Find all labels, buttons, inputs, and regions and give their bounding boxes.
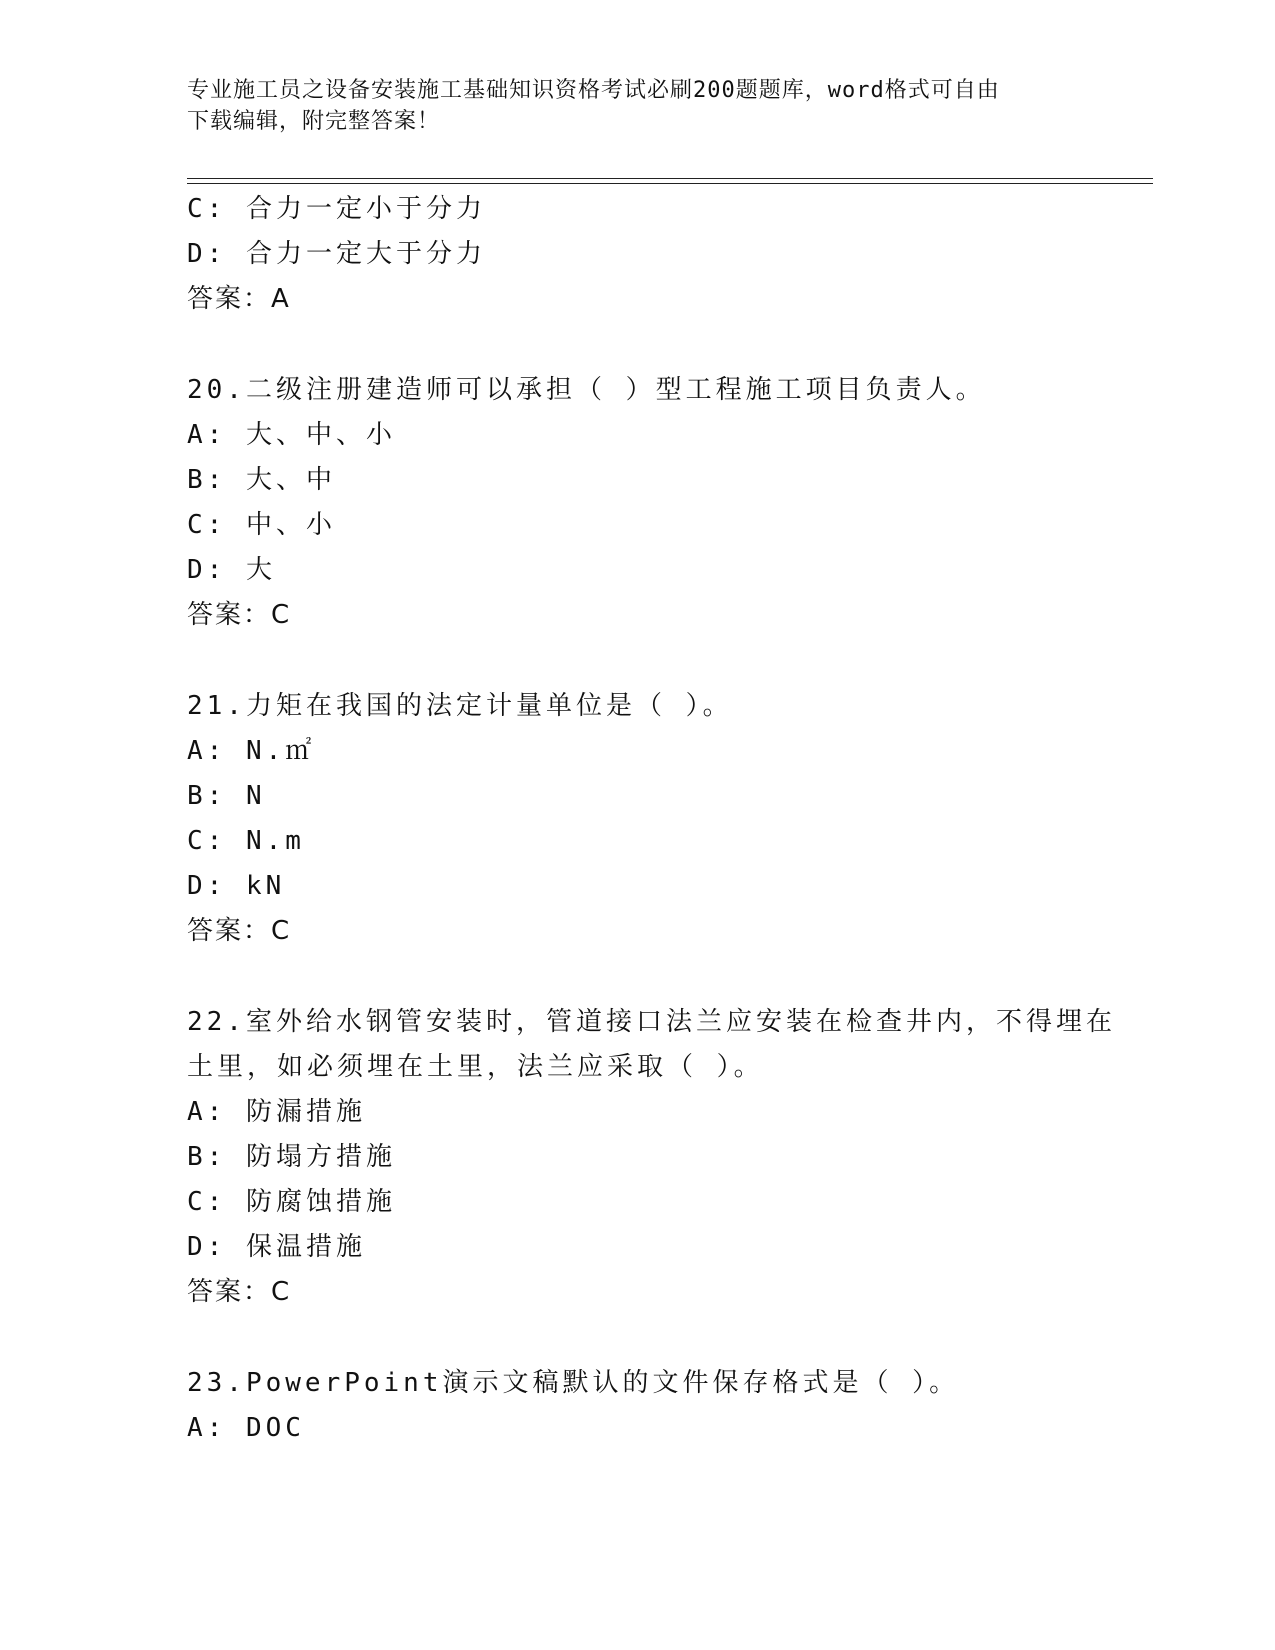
q22-option-d: D: 保温措施 (187, 1232, 366, 1262)
q20-stem: 20.二级注册建造师可以承担（ ）型工程施工项目负责人。 (187, 375, 986, 405)
q22-option-b: B: 防塌方措施 (187, 1142, 396, 1172)
prev-answer: 答案：A (187, 284, 291, 314)
header-title-line-2: 下载编辑，附完整答案！ (187, 109, 441, 134)
q20-option-c: C: 中、小 (187, 510, 336, 540)
header-divider-bottom (187, 183, 1153, 184)
q23-stem: 23.PowerPoint演示文稿默认的文件保存格式是（ ）。 (187, 1368, 960, 1398)
q22-option-c: C: 防腐蚀措施 (187, 1187, 396, 1217)
q21-option-b: B: N (187, 781, 266, 811)
q22-stem-line-1: 22.室外给水钢管安装时，管道接口法兰应安装在检查井内，不得埋在 (187, 1007, 1116, 1037)
prev-option-d: D: 合力一定大于分力 (187, 239, 486, 269)
q20-answer: 答案：C (187, 600, 292, 630)
q21-stem: 21.力矩在我国的法定计量单位是（ ）。 (187, 691, 733, 721)
q21-option-a: A: N.㎡ (187, 736, 316, 766)
q21-answer: 答案：C (187, 916, 292, 946)
header-title-line-1: 专业施工员之设备安装施工基础知识资格考试必刷200题题库，word格式可自由 (187, 78, 1000, 103)
header-divider-top (187, 178, 1153, 179)
q23-option-a: A: DOC (187, 1413, 305, 1443)
q20-option-b: B: 大、中 (187, 465, 336, 495)
q20-option-d: D: 大 (187, 555, 276, 585)
q22-answer: 答案：C (187, 1277, 292, 1307)
prev-option-c: C: 合力一定小于分力 (187, 194, 486, 224)
q22-stem-line-2: 土里，如必须埋在土里，法兰应采取（ ）。 (187, 1052, 764, 1082)
q20-option-a: A: 大、中、小 (187, 420, 396, 450)
q21-option-d: D: kN (187, 871, 286, 901)
document-header (187, 75, 1067, 137)
q21-option-c: C: N.m (187, 826, 305, 856)
q22-option-a: A: 防漏措施 (187, 1097, 366, 1127)
